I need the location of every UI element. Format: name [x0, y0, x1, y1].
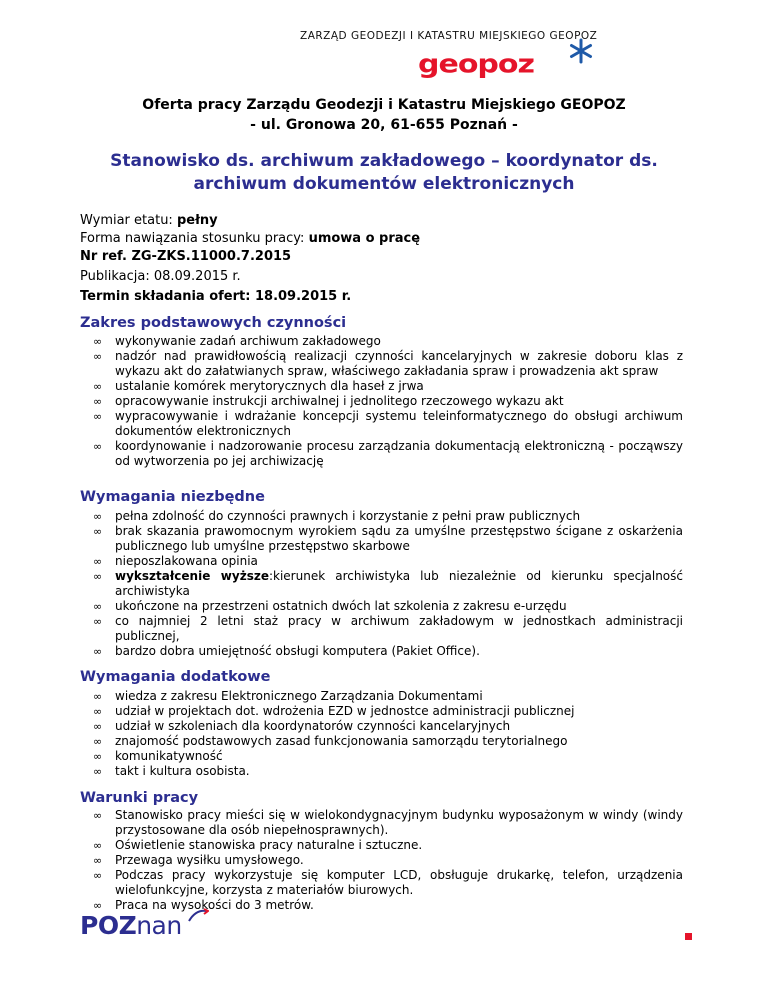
- offer-title-line1: Oferta pracy Zarządu Geodezji i Katastru Miejskiego GEOPOZ: [142, 97, 626, 113]
- list-item: ∞ komunikatywność: [93, 749, 223, 763]
- offer-title-line2: - ul. Gronowa 20, 61-655 Poznań -: [250, 117, 518, 133]
- reference-number: Nr ref. ZG-ZKS.11000.7.2015: [80, 249, 292, 264]
- list-item: ∞ koordynowanie i nadzorowanie procesu zarządzania dokumentacją elektroniczną - począwszy od wytworzenia po jej archiwizację: [93, 439, 683, 468]
- list-item: ∞ co najmniej 2 letni staż pracy w archiwum zakładowym w jednostkach administracji publicznej,: [93, 614, 683, 643]
- section-heading-dodatkowe: Wymagania dodatkowe: [80, 669, 271, 685]
- section-heading-warunki: Warunki pracy: [80, 790, 199, 806]
- job-title: [0, 150, 768, 196]
- wymiar-etatu: Wymiar etatu: pełny: [80, 213, 218, 228]
- list-item: ∞ opracowywanie instrukcji archiwalnej i jednolitego rzeczowego wykazu akt: [93, 394, 564, 408]
- list-item: ∞ ustalanie komórek merytorycznych dla haseł z jrwa: [93, 379, 424, 393]
- list-item: ∞ takt i kultura osobista.: [93, 764, 250, 778]
- list-item: ∞ Stanowisko pracy mieści się w wielokondygnacyjnym budynku wyposażonym w windy (windy przystosowane dla osób niepełnosprawnych).: [93, 808, 683, 837]
- list-item: ∞ udział w projektach dot. wdrożenia EZD w jednostce administracji publicznej: [93, 704, 575, 718]
- list-niezbedne: [93, 509, 683, 659]
- poznan-accent-icon: [187, 908, 209, 924]
- job-title-line1: Stanowisko ds. archiwum zakładowego – koordynator ds.: [110, 151, 658, 171]
- list-item: ∞ ukończone na przestrzeni ostatnich dwóch lat szkolenia z zakresu e-urzędu: [93, 599, 567, 613]
- job-title-line2: archiwum dokumentów elektronicznych: [193, 174, 575, 194]
- organization-name: ZARZĄD GEODEZJI I KATASTRU MIEJSKIEGO GEOPOZ: [300, 30, 598, 42]
- list-item: ∞ udział w szkoleniach dla koordynatorów czynności kancelaryjnych: [93, 719, 511, 733]
- logo-wordmark: geopoz: [418, 49, 534, 80]
- list-item: ∞ Podczas pracy wykorzystuje się komputer LCD, obsługuje drukarkę, telefon, urządzenia wielofunkcyjne, korzysta z materiałów biurowych.: [93, 868, 683, 897]
- section-heading-niezbedne: Wymagania niezbędne: [80, 489, 265, 505]
- list-item: ∞ Przewaga wysiłku umysłowego.: [93, 853, 304, 867]
- list-item: ∞ wiedza z zakresu Elektronicznego Zarządzania Dokumentami: [93, 689, 483, 703]
- list-item: ∞ wykształcenie wyższe:kierunek archiwistyka lub niezależnie od kierunku specjalność archiwistyka: [93, 569, 683, 598]
- geopoz-logo: [418, 47, 534, 82]
- list-item: ∞ nieposzlakowana opinia: [93, 554, 258, 568]
- section-heading-zakres: Zakres podstawowych czynności: [80, 315, 347, 331]
- list-item: ∞ nadzór nad prawidłowością realizacji czynności kancelaryjnych w zakresie doboru klas z wykazu akt do załatwianych spraw, właściwego zakładania spraw i prowadzenia akt spraw: [93, 349, 683, 378]
- offer-title: [0, 95, 768, 135]
- list-item: ∞ pełna zdolność do czynności prawnych i korzystanie z pełni praw publicznych: [93, 509, 581, 523]
- list-item: ∞ Oświetlenie stanowiska pracy naturalne i sztuczne.: [93, 838, 423, 852]
- list-item: ∞ wykonywanie zadań archiwum zakładowego: [93, 334, 381, 348]
- list-dodatkowe: [93, 689, 683, 779]
- list-warunki: [93, 808, 683, 913]
- forma-zatrudnienia: Forma nawiązania stosunku pracy: umowa o pracę: [80, 231, 421, 246]
- list-item: ∞ znajomość podstawowych zasad funkcjonowania samorządu terytorialnego: [93, 734, 568, 748]
- deadline: Termin składania ofert: 18.09.2015 r.: [80, 289, 352, 304]
- list-item: ∞ Praca na wysokości do 3 metrów.: [93, 898, 314, 912]
- list-item: ∞ brak skazania prawomocnym wyrokiem sądu za umyślne przestępstwo ścigane z oskarżenia publicznego lub umyślne przestępstwo skarbowe: [93, 524, 683, 553]
- corner-marker: [685, 933, 692, 940]
- list-item: ∞ wypracowywanie i wdrażanie koncepcji systemu teleinformatycznego do obsługi archiwum dokumentów elektronicznych: [93, 409, 683, 438]
- publication-date: Publikacja: 08.09.2015 r.: [80, 269, 241, 284]
- offer-meta: [80, 212, 420, 306]
- list-zakres: [93, 334, 683, 469]
- list-item: ∞ bardzo dobra umiejętność obsługi komputera (Pakiet Office).: [93, 644, 480, 658]
- poznan-wordmark: POZnan: [80, 911, 182, 940]
- poznan-logo: [80, 911, 182, 940]
- asterisk-icon: [568, 38, 594, 64]
